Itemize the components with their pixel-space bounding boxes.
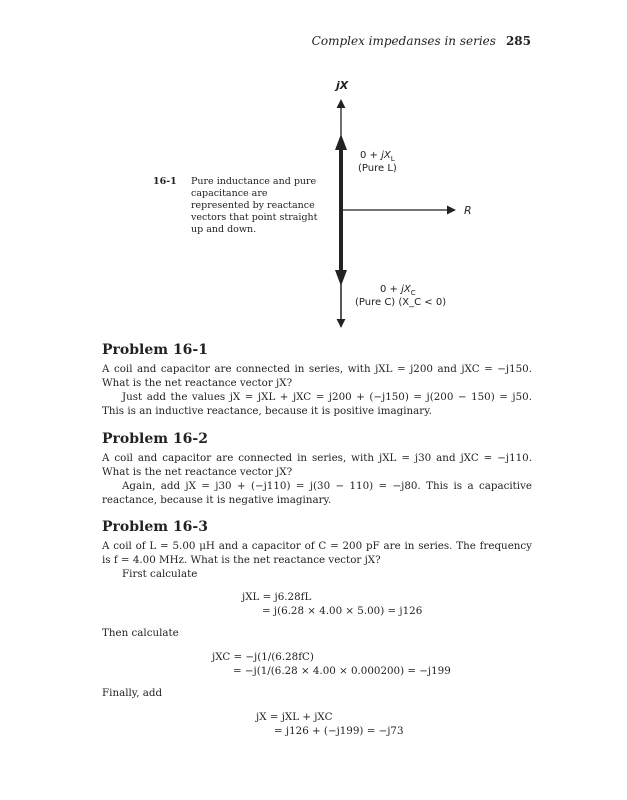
problem-question: A coil and capacitor are connected in series, with jXL = j200 and jXC = −j150. What is the net reactance vector jX? — [102, 363, 532, 389]
upper-vector-note: (Pure L) — [358, 163, 397, 174]
running-head-title: Complex impedanses in series — [311, 34, 496, 48]
problem-title: Problem 16-3 — [102, 519, 208, 535]
problem-title: Problem 16-1 — [102, 342, 208, 358]
equation-line: = −j(1/(6.28 × 4.00 × 0.000200) = −j199 — [233, 665, 451, 677]
lower-vector-label: $0 + jX_C$ — [380, 284, 416, 297]
upper-vector-label: $0 + jX_L$ — [360, 150, 395, 163]
equation-line: jX = jXL + jXC — [256, 711, 333, 723]
x-axis-label: R — [464, 204, 472, 217]
lower-vector-note: (Pure C) (X_C < 0) — [355, 297, 447, 308]
step-text: First calculate — [122, 568, 198, 580]
capacitive-vector-head — [335, 270, 347, 286]
origin-point — [339, 208, 343, 212]
equation-line: = j126 + (−j199) = −j73 — [274, 725, 404, 737]
equation-line: jXL = j6.28fL — [242, 591, 312, 603]
equation-line: = j(6.28 × 4.00 × 5.00) = j126 — [262, 605, 423, 617]
equation-line: jXC = −j(1/(6.28fC) — [212, 651, 314, 663]
problem-title: Problem 16-2 — [102, 431, 208, 447]
y-axis-label: jX — [336, 79, 349, 92]
problem-answer: Just add the values jX = jXL + jXC = j200 + (−j150) = j(200 − 150) = j50. This is an inductive reactance, because it is positive imaginary. — [102, 391, 532, 417]
inductive-vector-head — [335, 134, 347, 150]
page-number: 285 — [505, 34, 531, 48]
problem-answer: Again, add jX = j30 + (−j110) = j(30 − 110) = −j80. This is a capacitive reactance, because it is negative imaginary. — [102, 480, 532, 506]
step-text: Finally, add — [102, 687, 163, 699]
figure-caption-text: Pure inductance and pure capacitance are represented by reactance vectors that point straight up and down. — [191, 176, 318, 235]
figure-number: 16-1 — [153, 176, 177, 187]
step-text: Then calculate — [102, 627, 179, 639]
problem-question: A coil and capacitor are connected in series, with jXL = j30 and jXC = −j110. What is the net reactance vector jX? — [102, 452, 532, 478]
problem-question: A coil of L = 5.00 μH and a capacitor of C = 200 pF are in series. The frequency is f = 4.00 MHz. What is the net reactance vector jX? — [102, 540, 532, 566]
